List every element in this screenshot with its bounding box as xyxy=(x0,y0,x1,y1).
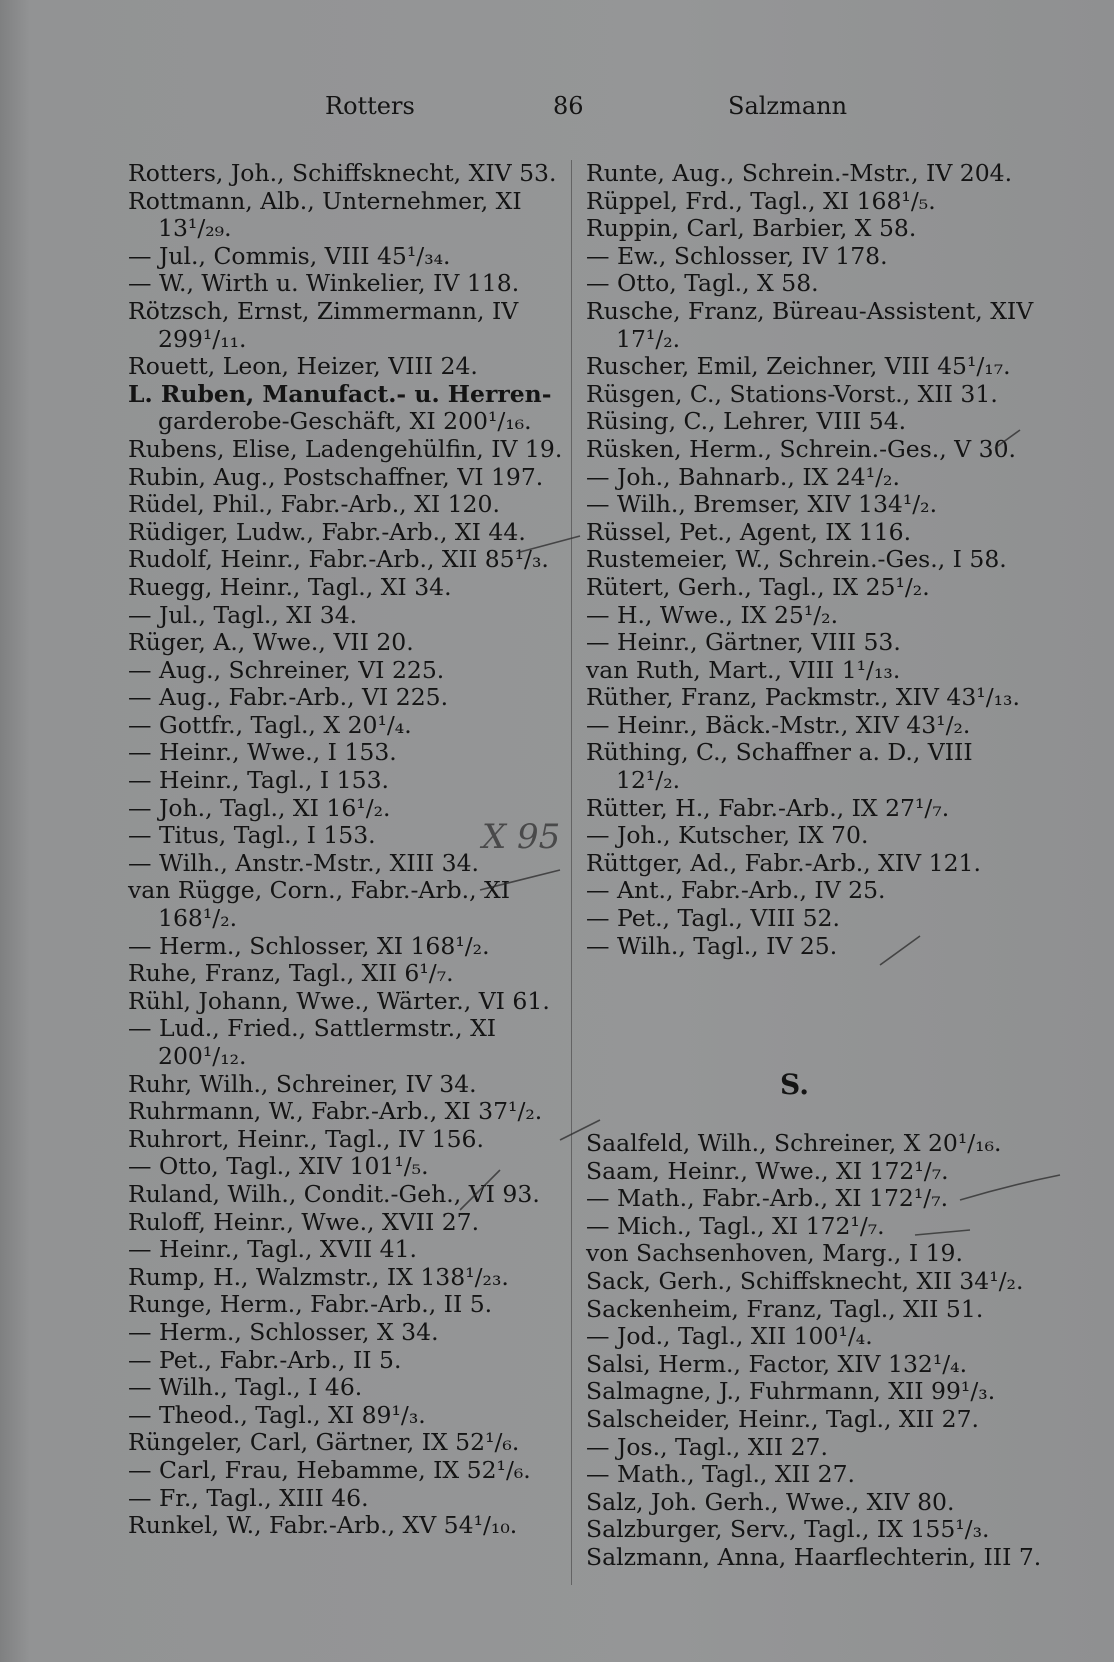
directory-entry: — Heinr., Tagl., I 153. xyxy=(128,766,389,795)
directory-entry: Rütert, Gerh., Tagl., IX 25¹/₂. xyxy=(586,572,930,601)
directory-entry: Ruhe, Franz, Tagl., XII 6¹/₇. xyxy=(128,959,454,988)
page-header xyxy=(0,92,1114,132)
directory-entry: 168¹/₂. xyxy=(158,904,238,933)
directory-entry: L. Ruben, Manufact.- u. Herren- xyxy=(128,379,552,408)
directory-entry: — Heinr., Gärtner, VIII 53. xyxy=(586,628,901,657)
directory-entry: — Ant., Fabr.-Arb., IV 25. xyxy=(586,876,886,905)
directory-entry: — Heinr., Tagl., XVII 41. xyxy=(128,1235,418,1264)
directory-entry: — Pet., Tagl., VIII 52. xyxy=(586,904,840,933)
directory-entry: — Jul., Tagl., XI 34. xyxy=(128,600,358,629)
directory-entry: — Otto, Tagl., X 58. xyxy=(586,269,819,298)
directory-entry: — Aug., Fabr.-Arb., VI 225. xyxy=(128,683,449,712)
directory-entry: Rottmann, Alb., Unternehmer, XI xyxy=(128,186,522,215)
directory-entry: Rump, H., Walzmstr., IX 138¹/₂₃. xyxy=(128,1262,509,1291)
directory-entry: Rouett, Leon, Heizer, VIII 24. xyxy=(128,352,478,381)
directory-entry: Salz, Joh. Gerh., Wwe., XIV 80. xyxy=(586,1487,955,1516)
directory-entry: Ruhr, Wilh., Schreiner, IV 34. xyxy=(128,1069,477,1098)
directory-entry: Saalfeld, Wilh., Schreiner, X 20¹/₁₆. xyxy=(586,1129,1002,1157)
directory-entry: Rötzsch, Ernst, Zimmermann, IV xyxy=(128,296,519,325)
directory-entry: — Lud., Fried., Sattlermstr., XI xyxy=(128,1014,497,1043)
directory-entry: — Wilh., Bremser, XIV 134¹/₂. xyxy=(586,490,938,519)
directory-entry: Rusche, Franz, Büreau-Assistent, XIV xyxy=(586,296,1034,325)
directory-entry: — Jod., Tagl., XII 100¹/₄. xyxy=(586,1322,873,1351)
directory-entry: Saam, Heinr., Wwe., XI 172¹/₇. xyxy=(586,1156,949,1185)
directory-entry: Rüdel, Phil., Fabr.-Arb., XI 120. xyxy=(128,490,500,519)
right-column-s-section xyxy=(586,1130,1041,1572)
directory-entry: Ruland, Wilh., Condit.-Geh., VI 93. xyxy=(128,1179,540,1208)
directory-entry: Rubens, Elise, Ladengehülfin, IV 19. xyxy=(128,434,563,463)
header-right-keyword: Salzmann xyxy=(728,92,848,120)
directory-entry: — Otto, Tagl., XIV 101¹/₅. xyxy=(128,1152,429,1181)
directory-entry: Ruloff, Heinr., Wwe., XVII 27. xyxy=(128,1207,480,1236)
left-column xyxy=(128,160,568,1540)
directory-entry: Ruhrmann, W., Fabr.-Arb., XI 37¹/₂. xyxy=(128,1097,543,1126)
directory-entry: 200¹/₁₂. xyxy=(158,1042,247,1070)
directory-entry: Rüsgen, C., Stations-Vorst., XII 31. xyxy=(586,379,998,408)
directory-entry: — Joh., Kutscher, IX 70. xyxy=(586,821,869,850)
directory-entry: — Heinr., Bäck.-Mstr., XIV 43¹/₂. xyxy=(586,710,971,739)
directory-entry: Rühl, Johann, Wwe., Wärter., VI 61. xyxy=(128,986,550,1015)
directory-entry: Runge, Herm., Fabr.-Arb., II 5. xyxy=(128,1290,493,1319)
directory-entry: Rüther, Franz, Packmstr., XIV 43¹/₁₃. xyxy=(586,683,1020,712)
directory-entry: Salscheider, Heinr., Tagl., XII 27. xyxy=(586,1404,980,1433)
directory-entry: Rüttger, Ad., Fabr.-Arb., XIV 121. xyxy=(586,848,981,877)
directory-entry: Ruppin, Carl, Barbier, X 58. xyxy=(586,214,917,243)
directory-entry: 12¹/₂. xyxy=(616,766,681,795)
directory-entry: Rüdiger, Ludw., Fabr.-Arb., XI 44. xyxy=(128,517,526,546)
page-number: 86 xyxy=(553,92,584,120)
directory-entry: — Theod., Tagl., XI 89¹/₃. xyxy=(128,1400,426,1429)
directory-entry: — Math., Fabr.-Arb., XI 172¹/₇. xyxy=(586,1184,949,1213)
directory-entry: — Jul., Commis, VIII 45¹/₃₄. xyxy=(128,241,451,270)
directory-entry: — Heinr., Wwe., I 153. xyxy=(128,738,397,767)
directory-entry: — Titus, Tagl., I 153. xyxy=(128,821,376,850)
directory-entry: Runkel, W., Fabr.-Arb., XV 54¹/₁₀. xyxy=(128,1511,518,1540)
directory-entry: — Gottfr., Tagl., X 20¹/₄. xyxy=(128,710,412,739)
directory-entry: — Math., Tagl., XII 27. xyxy=(586,1460,855,1489)
directory-entry: Rüsing, C., Lehrer, VIII 54. xyxy=(586,407,907,436)
directory-entry: — Jos., Tagl., XII 27. xyxy=(586,1432,828,1461)
directory-entry: — Wilh., Tagl., I 46. xyxy=(128,1373,363,1402)
directory-entry: — Ew., Schlosser, IV 178. xyxy=(586,241,888,270)
handwritten-annotation: X 95 xyxy=(482,817,561,857)
right-column xyxy=(586,159,1034,960)
directory-entry: — Wilh., Tagl., IV 25. xyxy=(586,931,838,960)
directory-entry: 13¹/₂₉. xyxy=(158,214,232,243)
directory-entry: von Sachsenhoven, Marg., I 19. xyxy=(586,1239,963,1268)
directory-entry: — Joh., Tagl., XI 16¹/₂. xyxy=(128,793,391,822)
directory-entry: — W., Wirth u. Winkelier, IV 118. xyxy=(128,269,520,298)
directory-entry: — Fr., Tagl., XIII 46. xyxy=(128,1483,369,1512)
directory-entry: Rustemeier, W., Schrein.-Ges., I 58. xyxy=(586,545,1007,574)
directory-entry: Salsi, Herm., Factor, XIV 132¹/₄. xyxy=(586,1349,968,1378)
directory-entry: — Wilh., Anstr.-Mstr., XIII 34. xyxy=(128,848,480,877)
directory-entry: — Carl, Frau, Hebamme, IX 52¹/₆. xyxy=(128,1455,531,1484)
directory-entry: Rüngeler, Carl, Gärtner, IX 52¹/₆. xyxy=(128,1428,520,1457)
directory-entry: van Ruth, Mart., VIII 1¹/₁₃. xyxy=(586,655,901,684)
directory-entry: Rotters, Joh., Schiffsknecht, XIV 53. xyxy=(128,159,557,187)
directory-entry: — Aug., Schreiner, VI 225. xyxy=(128,655,445,684)
section-letter-s: S. xyxy=(780,1068,809,1101)
directory-entry: Ruscher, Emil, Zeichner, VIII 45¹/₁₇. xyxy=(586,352,1011,381)
directory-entry: — Joh., Bahnarb., IX 24¹/₂. xyxy=(586,462,900,491)
directory-entry: garderobe-Geschäft, XI 200¹/₁₆. xyxy=(158,407,532,436)
directory-entry: — Herm., Schlosser, XI 168¹/₂. xyxy=(128,931,490,960)
directory-entry: Rüppel, Frd., Tagl., XI 168¹/₅. xyxy=(586,186,936,215)
directory-entry: — H., Wwe., IX 25¹/₂. xyxy=(586,600,839,629)
directory-entry: Rubin, Aug., Postschaffner, VI 197. xyxy=(128,462,544,491)
directory-entry: Salzburger, Serv., Tagl., IX 155¹/₃. xyxy=(586,1515,990,1544)
directory-entry: Rudolf, Heinr., Fabr.-Arb., XII 85¹/₃. xyxy=(128,545,549,574)
directory-entry: Rüsken, Herm., Schrein.-Ges., V 30. xyxy=(586,434,1016,463)
directory-entry: Salzmann, Anna, Haarflechterin, III 7. xyxy=(586,1542,1042,1571)
directory-entry: Rüthing, C., Schaffner a. D., VIII xyxy=(586,738,973,767)
directory-entry: Runte, Aug., Schrein.-Mstr., IV 204. xyxy=(586,159,1013,187)
directory-entry: 17¹/₂. xyxy=(616,324,681,353)
directory-entry: 299¹/₁₁. xyxy=(158,324,247,353)
directory-entry: — Pet., Fabr.-Arb., II 5. xyxy=(128,1345,402,1374)
directory-entry: Rüssel, Pet., Agent, IX 116. xyxy=(586,517,912,546)
column-divider xyxy=(571,160,572,1585)
directory-entry: Ruegg, Heinr., Tagl., XI 34. xyxy=(128,572,452,601)
directory-entry: Sack, Gerh., Schiffsknecht, XII 34¹/₂. xyxy=(586,1266,1024,1295)
directory-entry: Rütter, H., Fabr.-Arb., IX 27¹/₇. xyxy=(586,793,950,822)
directory-entry: — Mich., Tagl., XI 172¹/₇. xyxy=(586,1211,885,1240)
directory-entry: Salmagne, J., Fuhrmann, XII 99¹/₃. xyxy=(586,1377,996,1406)
directory-entry: Rüger, A., Wwe., VII 20. xyxy=(128,628,414,657)
directory-entry: Ruhrort, Heinr., Tagl., IV 156. xyxy=(128,1124,484,1153)
directory-entry: van Rügge, Corn., Fabr.-Arb., XI xyxy=(128,876,511,905)
directory-entry: — Herm., Schlosser, X 34. xyxy=(128,1317,439,1346)
header-left-keyword: Rotters xyxy=(325,92,415,120)
directory-entry: Sackenheim, Franz, Tagl., XII 51. xyxy=(586,1294,984,1323)
